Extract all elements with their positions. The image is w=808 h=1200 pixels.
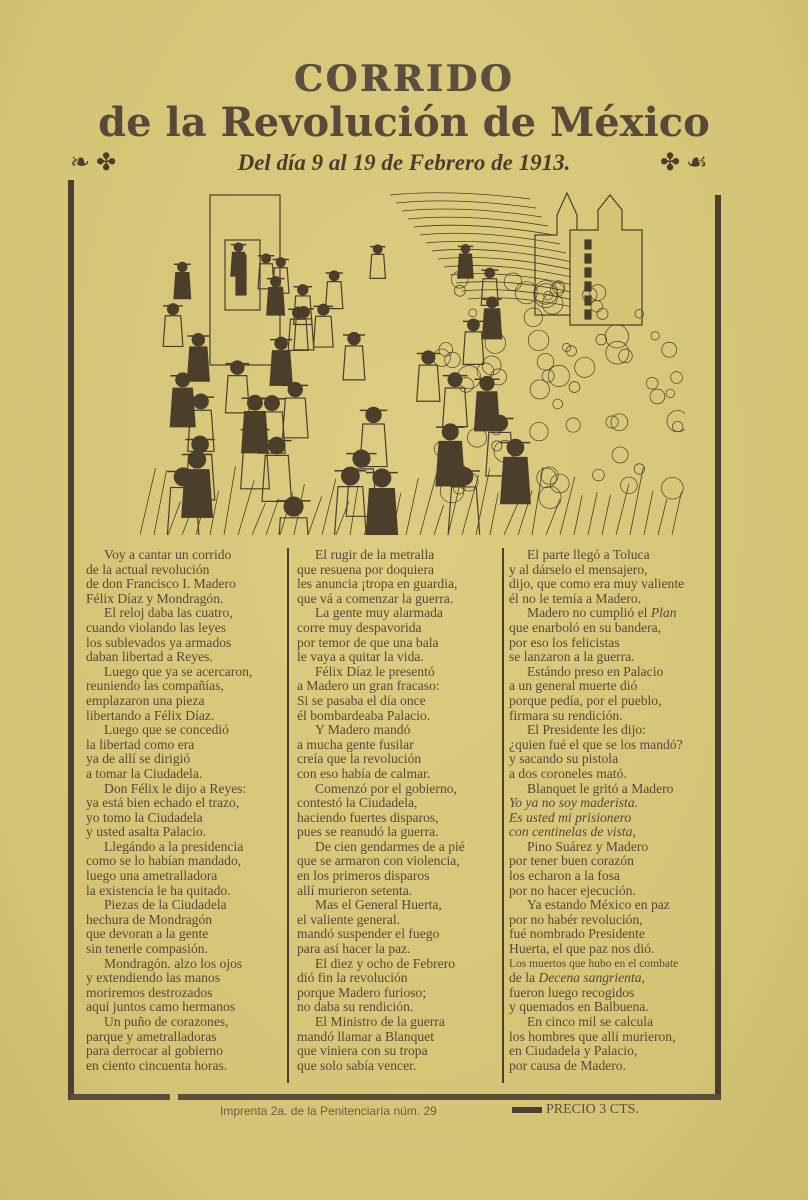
verse-line: por tener buen corazón <box>509 853 634 869</box>
verse-line: Comenzó por el gobierno, <box>315 780 457 796</box>
verse-line: corre muy despavorida <box>297 619 422 635</box>
verse-line: La gente muy alarmada <box>315 605 443 621</box>
tower-window <box>585 296 591 305</box>
column-divider <box>287 548 289 1083</box>
crowd-figure-head <box>373 469 391 487</box>
verse-segment: , <box>641 970 645 986</box>
verse-line: le vaya a quitar la vida. <box>297 649 424 665</box>
verse-line: él no le temía a Madero. <box>509 590 642 606</box>
foreground-hatch <box>490 493 498 535</box>
verse-line: no daba su rendición. <box>297 999 414 1015</box>
verse-line: en Ciudadela y Palacio, <box>509 1043 638 1059</box>
title-subtitle: de la Revolución de México <box>98 99 710 146</box>
hatch-line <box>402 209 542 217</box>
verse-line: y usted asalta Palacio. <box>86 824 207 840</box>
crowd-figure-body <box>458 254 473 278</box>
crowd-figure-head <box>507 439 524 456</box>
verse-line: moriremos destrozados <box>86 984 213 1000</box>
foliage-mark <box>646 377 658 389</box>
verse-line: dió fin la revolución <box>297 970 408 986</box>
verse-line: por no habér revolución, <box>509 911 643 927</box>
foliage-mark <box>650 389 665 404</box>
foreground-hatch <box>350 486 358 535</box>
hatch-line <box>426 241 566 253</box>
verse-line: El reloj daba las cuatro, <box>104 605 233 621</box>
foliage-mark <box>612 447 628 463</box>
verse-line: de don Francisco I. Madero <box>86 576 236 592</box>
foreground-hatch <box>252 503 265 535</box>
verse-line: El Ministro de la guerra <box>315 1014 445 1029</box>
foreground-hatch <box>588 492 597 535</box>
woodcut-illustration <box>140 185 685 535</box>
foreground-hatch <box>322 479 336 535</box>
foliage-mark <box>548 365 569 386</box>
crowd-figure-body <box>370 254 385 278</box>
verse-line: por temor de que una bala <box>297 634 439 650</box>
verse-line: Y Madero mandó <box>315 722 411 738</box>
foliage-mark <box>433 349 450 366</box>
foliage-mark <box>530 422 548 440</box>
verse-italic-segment: con centinelas de vista, <box>509 824 636 840</box>
verse-line: él bombardeaba Palacio. <box>297 707 431 723</box>
verse-line: en los primeros disparos <box>297 868 430 884</box>
crowd-figure-body <box>366 489 398 535</box>
foliage-mark <box>575 357 595 377</box>
crowd-figure-body <box>225 376 249 413</box>
verse-line: Luego que se concedió <box>104 722 229 738</box>
verse-italic-segment: Es usted mi prisionero <box>509 809 632 825</box>
verse-line: que resuena por doquiera <box>297 561 435 577</box>
verse-line: El rugir de la metralla <box>315 547 435 562</box>
verse-line: allí murieron setenta. <box>297 882 413 898</box>
verse-line: que devoran a la gente <box>86 926 209 942</box>
verse-line: para así hacer la paz. <box>297 941 411 957</box>
crowd-figure-head <box>353 450 370 467</box>
verse-line: los sublevados ya armados <box>86 634 232 650</box>
verse-line: mandó suspender el fuego <box>297 926 440 942</box>
verse-line: fué nombrado Presidente <box>509 926 645 942</box>
verse-line: de la actual revolución <box>86 561 210 577</box>
verse-segment: de la <box>509 970 539 986</box>
foreground-hatch <box>434 505 444 535</box>
verse-line: y extendiendo las manos <box>86 970 221 986</box>
verse-line: los hombres que allí murieron, <box>509 1028 676 1044</box>
verse-line: los echaron a la fosa <box>509 868 620 884</box>
verse-line: Huerta, el que paz nos dió. <box>509 941 655 957</box>
verse-line: para derrocar al gobierno <box>86 1043 223 1059</box>
crowd-figure-head <box>366 407 381 422</box>
foreground-hatch <box>406 478 418 535</box>
crowd-figure-head <box>342 467 360 485</box>
hatch-line <box>432 249 572 262</box>
crowd-figure-body <box>463 332 484 364</box>
crowd-figure-body <box>277 518 311 535</box>
verse-line: firmara su rendición. <box>509 707 623 723</box>
crowd-figure-body <box>294 319 314 350</box>
price-text: PRECIO 3 CTS. <box>546 1102 639 1117</box>
verse-line: y sacando su pistola <box>509 751 619 767</box>
foliage-mark <box>469 309 477 317</box>
ornament-right-icon: ✤ ☙ <box>660 150 708 176</box>
verse-line: El parte llegó a Toluca <box>527 547 650 562</box>
foreground-hatch <box>602 495 611 535</box>
verse-line: Si se pasaba el día once <box>297 692 426 708</box>
crowd-figure-body <box>334 487 366 535</box>
foreground-hatch <box>154 470 166 535</box>
column-divider <box>502 548 504 1083</box>
verse-line: Llegándo a la presidencia <box>104 838 244 854</box>
verse-italic-segment: Plan <box>650 605 677 621</box>
foliage-mark <box>553 399 563 409</box>
verse-line <box>509 825 684 840</box>
crowd-figure-head <box>269 437 285 453</box>
cathedral-tower <box>570 195 642 325</box>
foliage-mark <box>671 372 683 384</box>
verse-column-3 <box>509 548 684 1073</box>
verse-italic-segment: Yo ya no soy maderista. <box>509 795 639 811</box>
verse-line: a mucha gente fusilar <box>297 736 414 752</box>
verse-line <box>509 971 684 986</box>
verse-line: como se lo habían mandado, <box>86 853 242 869</box>
foreground-hatch <box>532 467 543 535</box>
verse-line <box>509 606 684 621</box>
crowd-figure-body <box>501 457 531 503</box>
verse-line: porque pedía, por el pueblo, <box>509 692 662 708</box>
verse-line: El Presidente les dijo: <box>527 722 646 738</box>
foreground-hatch <box>336 501 349 535</box>
verse-line: Luego que ya se acercaron, <box>104 663 253 679</box>
foliage-mark <box>566 418 580 432</box>
foreground-hatch <box>476 468 490 535</box>
verse-line: que se armaron con violencia, <box>297 853 460 869</box>
frame-left-border <box>68 180 74 1100</box>
verse-line: ¿quien fué el que se los mandó? <box>509 736 683 752</box>
verse-line: que viniera con su tropa <box>297 1043 428 1059</box>
verse-line: por eso los felicistas <box>509 634 620 650</box>
crowd-figure-head <box>455 468 473 486</box>
crowd-figure-body <box>174 273 191 299</box>
hatch-line <box>408 217 548 226</box>
verse-line: Don Félix le dijo a Reyes: <box>104 780 247 796</box>
foliage-mark <box>569 382 580 393</box>
verse-line: Mondragón. alzo los ojos <box>104 955 243 971</box>
price-label <box>512 1102 639 1118</box>
verse-italic-segment: Decena sangrienta <box>538 970 642 986</box>
verse-line: creía que la revolución <box>297 751 422 767</box>
verse-line: daban libertad a Reyes. <box>86 649 213 665</box>
foreground-hatch <box>644 491 653 535</box>
frame-right-border <box>715 195 721 1100</box>
verse-line: a un general muerte dió <box>509 678 638 694</box>
verse-line <box>509 796 684 811</box>
verse-line: pues se reanudó la guerra. <box>297 824 439 840</box>
hatch-line <box>396 201 536 208</box>
verse-line: Félix Díaz le presentó <box>315 663 435 679</box>
foliage-mark <box>662 477 684 499</box>
verse-line: porque Madero furioso; <box>297 984 427 1000</box>
verse-line: les anuncia ¡tropa en guardia, <box>297 576 458 592</box>
foreground-hatch <box>420 470 438 535</box>
crowd-figure-body <box>163 316 183 347</box>
verse-line: Ya estando México en paz <box>527 897 670 913</box>
verse-line: que enarboló en su bandera, <box>509 619 662 635</box>
foreground-hatch <box>616 484 629 535</box>
foreground-hatch <box>140 468 156 535</box>
crowd-figure-body <box>417 365 440 401</box>
foliage-mark <box>530 380 549 399</box>
verse-line: se lanzaron a la guerra. <box>509 649 635 665</box>
foreground-hatch <box>504 502 518 535</box>
crowd-figure-head <box>247 426 263 442</box>
crowd-figure-body <box>482 309 501 339</box>
verse-line: por no hacer ejecución. <box>509 882 636 898</box>
verse-line: mandó llamar a Blanquet <box>297 1028 435 1044</box>
foliage-mark <box>562 343 570 351</box>
verse-line: reuniendo las compañías, <box>86 678 224 694</box>
verse-line: De cien gendarmes de a pié <box>315 838 465 854</box>
foreground-hatch <box>308 496 322 535</box>
foliage-mark <box>445 352 460 367</box>
verse-line: parque y ametralladoras <box>86 1028 217 1044</box>
verse-line: yo tomo la Ciudadela <box>86 809 203 825</box>
foreground-hatch <box>560 477 575 535</box>
foliage-mark <box>528 330 549 351</box>
crowd-figure-head <box>174 468 192 486</box>
foliage-mark <box>662 342 677 357</box>
foliage-mark <box>537 353 554 370</box>
verse-line: y al dárselo el mensajero, <box>509 561 648 577</box>
tower-window <box>585 240 591 249</box>
crowd-figure-body <box>326 282 343 309</box>
foliage-mark <box>593 469 605 481</box>
verse-line: el valiente general. <box>297 911 401 927</box>
printer-imprint: Imprenta 2a. de la Penitenciaría núm. 29 <box>220 1104 437 1118</box>
verse-line: Pino Suárez y Madero <box>527 838 649 854</box>
crowd-figure-body <box>283 398 309 438</box>
tower-window <box>585 310 591 319</box>
verse-line: Un puño de corazones, <box>104 1014 229 1029</box>
verse-segment: Madero no cumplió el <box>527 605 651 621</box>
footer-rule <box>178 1094 720 1100</box>
hatch-line <box>390 193 530 199</box>
crowd-figure-body <box>270 351 292 386</box>
verse-line: Mas el General Huerta, <box>315 897 442 913</box>
crowd-figure-head <box>189 451 206 468</box>
foliage-mark <box>524 308 543 327</box>
verse-line: la libertad como era <box>86 736 195 752</box>
foreground-hatch <box>266 499 279 535</box>
verse-line: en ciento cincuenta horas. <box>86 1057 228 1073</box>
crowd-figure-body <box>170 388 195 427</box>
verse-line: sin tenerle compasión. <box>86 941 208 957</box>
verse-line: y quemados en Balbuena. <box>509 999 649 1015</box>
verse-line: Estándo preso en Palacio <box>527 663 664 679</box>
verse-column-1 <box>86 548 252 1073</box>
verse-line: que solo sabía vencer. <box>297 1057 417 1073</box>
verse-line <box>509 811 684 826</box>
verse-column-2 <box>297 548 465 1073</box>
footer-rule <box>70 1094 170 1100</box>
foliage-mark <box>672 421 682 431</box>
crowd-figure-body <box>313 316 333 347</box>
verse-line: Piezas de la Ciudadela <box>104 897 227 913</box>
verse-line: ya está bien echado el trazo, <box>86 795 240 811</box>
crowd-figure-head <box>442 424 458 440</box>
date-line: Del día 9 al 19 de Febrero de 1913. <box>237 150 571 175</box>
verse-line: Voy a cantar un corrido <box>104 547 232 562</box>
verse-line: que vá a comenzar la guerra. <box>297 590 454 606</box>
verse-line: El diez y ocho de Febrero <box>315 955 456 971</box>
crowd-figure-head <box>192 436 208 452</box>
verse-line: por causa de Madero. <box>509 1057 627 1073</box>
crowd-figure-head <box>492 415 508 431</box>
foreground-hatch <box>658 499 667 535</box>
foliage-mark <box>492 441 502 451</box>
verse-line: contestó la Ciudadela, <box>297 795 418 811</box>
verse-line: emplazaron una pieza <box>86 692 205 708</box>
crowd-figure-body <box>231 252 246 276</box>
foliage-mark <box>606 341 629 364</box>
crowd-figure-body <box>443 388 468 427</box>
verse-line: libertando a Félix Díaz. <box>86 707 215 723</box>
verse-line: a tomar la Ciudadela. <box>86 765 203 781</box>
crowd-figure-body <box>262 455 292 501</box>
ornament-left-icon: ❧ ✤ <box>70 150 117 176</box>
crowd-figure-body <box>267 287 285 315</box>
foliage-mark <box>566 346 576 356</box>
verse-line: ya de allí se dirigió <box>86 751 191 767</box>
foreground-hatch <box>574 495 582 535</box>
verse-line: cuando violando las leyes <box>86 619 227 635</box>
tower-window <box>585 254 591 263</box>
pointing-hand-icon <box>512 1107 542 1113</box>
verse-line: a dos coroneles mató. <box>509 765 627 781</box>
foreground-hatch <box>224 466 235 535</box>
verse-line: la existencia le ha quitado. <box>86 882 231 898</box>
verse-line: con eso había de calmar. <box>297 765 431 781</box>
verse-line: luego una ametralladora <box>86 868 218 884</box>
verse-line: fueron luego recogidos <box>509 984 635 1000</box>
tower-window <box>585 268 591 277</box>
foliage-mark <box>651 332 659 340</box>
verse-line: aquí juntos camo hermanos <box>86 999 236 1015</box>
crowd-figure-body <box>343 346 365 380</box>
verse-line: haciendo fuertes disparos, <box>297 809 439 825</box>
verse-line: Blanquet le gritó a Madero <box>527 780 674 796</box>
foreground-hatch <box>546 499 560 535</box>
verse-line: En cinco mil se calcula <box>527 1014 654 1029</box>
foliage-mark <box>666 389 675 398</box>
verse-line: dijo, que como era muy valiente <box>509 576 685 592</box>
foliage-mark <box>621 477 638 494</box>
title-corrido: CORRIDO <box>293 58 515 100</box>
verse-line: hechura de Mondragón <box>86 911 213 927</box>
verse-line: Los muertos que hubo en el combate <box>509 957 679 970</box>
verse-line: a Madero un gran fracaso: <box>297 678 440 694</box>
verse-line: Félix Díaz y Mondragón. <box>86 590 224 606</box>
